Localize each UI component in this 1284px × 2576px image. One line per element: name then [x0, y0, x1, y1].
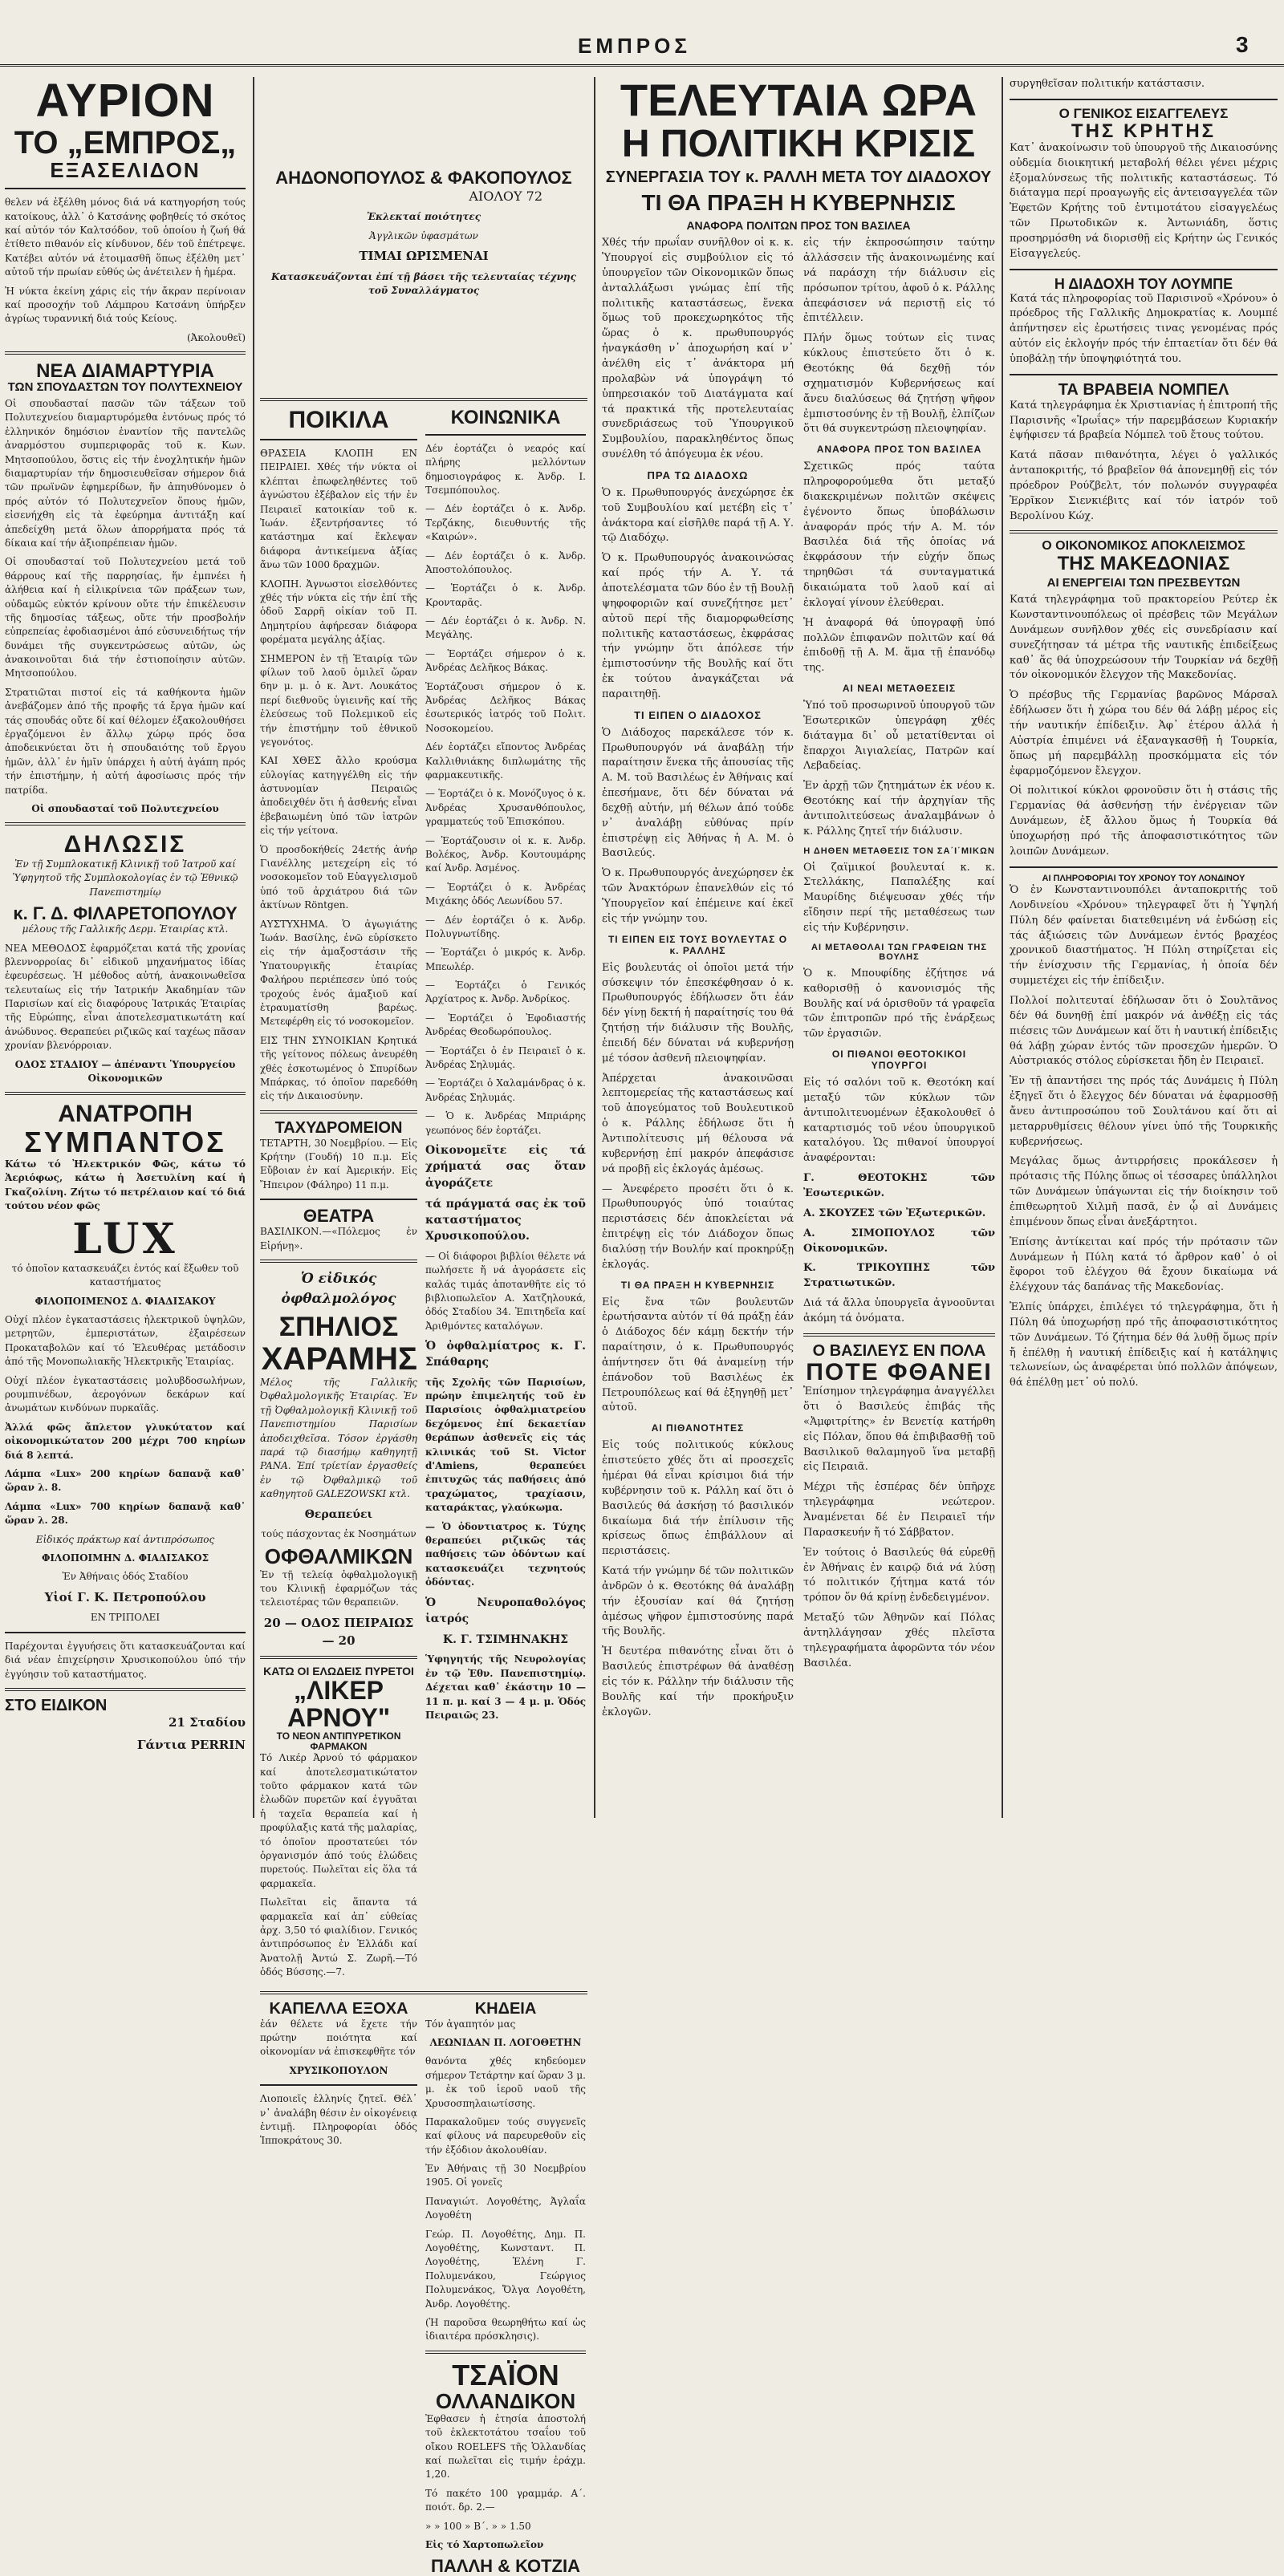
teleftaia-ora-heading: ΤΕΛΕΥΤΑΙΑ ΩΡΑ [620, 75, 977, 125]
exaselidon-heading: ΕΞΑΣΕΛΙΔΟΝ [50, 157, 201, 182]
col3-p-l: Εἰς τούς πολιτικούς κύκλους ἐπιστεύετο χθές ὅτι αἱ προσεχεῖς ἡμέραι θά εἶναι κρίσιμοι διά τήν κυβέρνησιν τοῦ κ. Ράλλη καί ὅτι ὁ Βασιλεύς θά ἀσκήσῃ τό βασιλικόν δικαίωμα διά τήν ἐπίλυσιν τῆς κρίσεως ὅπως ἐπιβάλλουν αἱ περιστάσεις. [602, 1439, 794, 1558]
tis-kritis-heading: ΤΗΣ ΚΡΗΤΗΣ [1071, 120, 1217, 142]
filaretopoulou-member: μέλους τῆς Γαλλικῆς Δερμ. Ἑταιρίας κτλ. [22, 923, 229, 935]
col4-p8: Ὁ ἐν Κωνσταντινουπόλει ἀνταποκριτής τοῦ Λονδινείου «Χρόνου» τηλεγραφεῖ ὅτι ἡ Ὑψηλή Πύλη δέν φαίνεται διατεθειμένη νά ἐνδώσῃ εἰς τάς ἀξιώσεις τῶν Δυνάμεων ἐντός βραχέος χρονικοῦ διαστήματος. Ἡ Πύλη στηρίζεται εἰς τήν ἐνίσχυσιν τῆς Γερμανίας, ἡ ὁποία δέν συμμετέχει εἰς τήν ἐπίδειξιν. [1010, 884, 1278, 988]
oikonomikos-heading: Ο ΟΙΚΟΝΟΜΙΚΟΣ ΑΠΟΚΛΕΙΣΜΟΣ [1042, 539, 1245, 554]
anatropi-heading: ΑΝΑΤΡΟΠΗ [58, 1101, 193, 1128]
col4-p10: Ἐν τῇ ἀπαντήσει της πρός τάς Δυνάμεις ἡ Πύλη ἐξηγεῖ ὅτι ὁ ἔλεγχος δέν δύναται νά ἐφαρμοσθῇ ἄνευ ἀντιπροσώπου τοῦ Σουλτάνου καί ὅτι αἱ μεταρρυθμίσεις θέλουν γίνει ὑπό τῆς Τουρκικῆς κυβερνήσεως. [1010, 1075, 1278, 1148]
palli-kotzia: ΠΑΛΛΗ & ΚΟΤΖΙΑ [431, 2556, 580, 2576]
oikonomeite-2: τά πράγματά σας ἐκ τοῦ καταστήματος Χρυσικοπούλου. [425, 1197, 586, 1243]
neuro-heading: Ὁ Νευροπαθολόγος ἰατρός [425, 1596, 586, 1625]
dentist-text: — Ὁ ὀδοντιατρος κ. Τύχης θεραπεύει ριζικῶς τάς παθήσεις τῶν ὀδόντων καί κατασκευάζει τεχνητούς ὀδόντας. [425, 1520, 586, 1588]
classified-text: Λιοποιεῖς ἑλληνίς ζητεῖ. Θέλ᾽ ν᾽ ἀναλάβη θέσιν ἐν οἰκογένειᾳ ἐντιμῇ. Πληροφορίαι ὁδός Ἱπποκράτους 30. [260, 2093, 417, 2147]
synergasia-subheading: ΣΥΝΕΡΓΑΣΙΑ ΤΟΥ κ. ΡΑΛΛΗ ΜΕΤΑ ΤΟΥ ΔΙΑΔΟΧΟΥ [605, 168, 992, 187]
tsiminakis-name: Κ. Γ. ΤΣΙΜΗΝΑΚΗΣ [442, 1633, 569, 1647]
nea-diamartyria-heading: ΝΕΑ ΔΙΑΜΑΡΤΥΡΙΑ [36, 360, 214, 383]
vasilefs-en-pola-heading: Ο ΒΑΣΙΛΕΥΣ ΕΝ ΠΟΛΑ [812, 1341, 986, 1360]
minister-2: Α. ΣΚΟΥΖΕΣ τῶν Ἐξωτερικῶν. [803, 1207, 986, 1219]
spilios-name: ΣΠΗΛΙΟΣ [278, 1312, 399, 1343]
column-rule-1 [253, 77, 254, 1818]
lux-intro: Κάτω τό Ἠλεκτρικόν Φῶς, κάτω τό Ἀεριόφως, κάτω ἡ Ἀσετυλίνη καί ἡ Γκαζολίνη. Ζήτω τό πετρέλαιον καί τό διά τούτου νέον φῶς [5, 1158, 246, 1211]
column-2 [260, 77, 587, 2576]
col4-p1: Κατ᾽ ἀνακοίνωσιν τοῦ ὑπουργοῦ τῆς Δικαιοσύνης οὐδεμία διοικητική μεταβολή θέλει γένει μέχρις ἐξομαλύνσεως τῆς πολιτικῆς καταστάσεως. Τό διάταγμα περί προαγωγῆς εἰς ἀντεισαγγελέα τῶν Ἐφετῶν Κρήτης τοῦ ἐντιμοτάτου εἰσαγγελέως τῶν Πρωτοδικῶν κ. Ἀντωνιάδη, ὅστις προσηρμόσθη νά διορισθῇ εἰς Κρήτην ὡς Γενικός Εἰσαγγελεύς. [1010, 141, 1278, 260]
kideia-6: Παναγιώτ. Λογοθέτης, Ἀγλαΐα Λογοθέτη [425, 2195, 586, 2221]
lux-tripoli: ΕΝ ΤΡΙΠΟΛΕΙ [90, 1612, 160, 1624]
tsaion-price-b: » » 100 » Β΄. » » 1.50 [425, 2520, 531, 2532]
column-3 [602, 77, 995, 1818]
liker-heading-3: ΤΟ ΝΕΟΝ ΑΝΤΙΠΥΡΕΤΙΚΟΝ ΦΑΡΜΑΚΟΝ [276, 1730, 401, 1752]
tailor-ad-line4: Κατασκευάζονται ἐπί τῇ βάσει τῆς τελευταίας τέχνης τοῦ Συναλλάγματος [271, 270, 576, 297]
dilosis-intro: Ἐν τῇ Συμπλοκατικῇ Κλινικῇ τοῦ Ἰατροῦ καί Ὑφηγητοῦ τῆς Συμπλοκολογίας ἐν τῷ Ἐθνικῷ Πανεπιστημίῳ [12, 858, 238, 898]
sympantos-heading: ΣΥΜΠΑΝΤΟΣ [24, 1125, 226, 1158]
tailor-ad-line1: Ἐκλεκταί ποιότητες [366, 211, 482, 223]
col3-p-d: Ὁ κ. Πρωθυπουργός ἀνεχώρησε ἐκ τοῦ Συμβουλίου καί μετέβη εἰς τ᾽ ἀνάκτορα καί εἰσῆλθε παρά τῇ Α. Υ. τῷ Διαδόχῳ. [602, 486, 794, 545]
minister-others: Διά τά ἄλλα ὑπουργεῖα ἀγνοοῦνται ἀκόμη τά ὀνόματα. [803, 1297, 995, 1325]
filaretopoulou-address: ΟΔΟΣ ΣΤΑΔΙΟΥ — ἀπέναντι Ὑπουργείου Οἰκονομικῶν [14, 1058, 236, 1085]
poikila-section [260, 408, 417, 1985]
tsiminakis-text: Ὑφηγητής τῆς Νευρολογίας ἐν τῷ Ἐθν. Πανεπιστημίῳ. Δέχεται καθ᾽ ἑκάστην 10 — 11 π. μ. καί 3 — 4 μ. μ. Ὁδός Πειραιῶς 23. [425, 1653, 586, 1721]
kideia-8: (Ἡ παροῦσα θεωρηθήτω καί ὡς ἰδιαιτέρα πρόσκλησις). [425, 2316, 586, 2343]
poikila-5: Ὁ προσδοκήθείς 24ετής ἀνήρ Γιανέλλης μετεχείρη εἰς τό νοσοκομεῖον τοῦ Εὐαγγελισμοῦ ὑπό τοῦ ἀρχιάτρου διά τῶν ἀκτίνων Röntgen. [260, 843, 417, 911]
column-3-left [602, 236, 794, 1725]
liker-arnou: „ΛΙΚΕΡ ΑΡΝΟΥ" [286, 1675, 391, 1732]
serial-paragraph-1: θελεν νά ἐξέλθη μόνος διά νά κατηγορήση τούς κατοίκους, ἀλλ᾽ ὁ Κατσάνης φοβηθείς τό σκότος καί αὐτόν τόν Καλτσόδον, τοῦ ὁποίου ἡ ζωή θά ἐτίθετο πιθανόν εἰς κίνδυνον, δέν τοῦ ἐπέτρεψε. Κατέβει αὐτόν νά ἑτοιμασθῆ ὅπως ἐξέλθη μετ᾽ αὐτοῦ τήν πρωίαν εὐθύς ὡς ἀνέτειλεν ἡ ἡμέρα. [5, 197, 246, 278]
grafeia-vouli-heading: ΑΙ ΜΕΤΑΘΟΛΑΙ ΤΩΝ ΓΡΑΦΕΙΩΝ ΤΗΣ ΒΟΥΛΗΣ [811, 942, 987, 962]
koinonika-11: — Ἑορτάζει ὁ κ. Ἀνδρέας Μιχάκης ὁδός Λεωνίδου 57. [425, 881, 586, 907]
lux-logo: LUX [72, 1215, 178, 1264]
koinonika-14: — Ἑορτάζει ὁ Γενικός Ἀρχίατρος κ. Ἀνδρ. Ἀνδρίκος. [425, 980, 586, 1005]
col4-p3: Κατά τηλεγράφημα ἐκ Χριστιανίας ἡ ἐπιτροπή τῆς Παρισινῆς «Ἰρωΐας» τήν παρεμβάσεων Κυριακήν ἐψήφισεν τά βραβεία Νόμπελ τοῦ ἔτους τούτου. [1010, 399, 1278, 442]
column-rule-3 [1002, 77, 1003, 1818]
therapeyei-label: Θεραπεύει [304, 1507, 373, 1521]
col3-p-q: Ὑπό τοῦ προσωρινοῦ ὑπουργοῦ τῶν Ἐσωτερικῶν ὑπεγράφη χθές διάταγμα δι᾽ οὗ μετατίθενται οἱ ἔπαρχοι Ἀιγιαλείας, Πατρῶν καί Λεβαδείας. [803, 700, 995, 773]
zaimikon-heading: Η ΔΗΘΕΝ ΜΕΤΑΘΕΣΙΣ ΤΟΝ ΣΑ΄Ι΄ΜΙΚΩΝ [803, 846, 995, 856]
col4-p13: Ἐλπίς ὑπάρχει, ἐπιλέγει τό τηλεγράφημα, ὅτι ἡ Πύλη θά ὑποχωρήσῃ πρό τῆς ἀποφασιστικότητος τῶν Δυνάμεων. Τό ζήτημα δέν θά λυθῇ ὅμως πρίν ἤ ἐπέλθῃ ἡ ναυτική ἐπίδειξις καί ἡ κατάληψις τελωνείων, ὡς ἀναφέρεται ὑπό πολλῶν ἀπόψεων, θά ἐπέλθῃ μετ᾽ οὐ πολύ. [1010, 1301, 1278, 1389]
diadochi-loumpe-heading: Η ΔΙΑΔΟΧΗ ΤΟΥ ΛΟΥΜΠΕ [1054, 275, 1233, 292]
ti-tha-praxi-heading: ΤΙ ΘΑ ΠΡΑΞΗ Η ΚΥΒΕΡΝΗΣΙΣ [641, 190, 956, 216]
col3-p-i: Ἀπέρχεται ἀνακοινῶσαι λεπτομερείας τῆς καταστάσεως καί τοῦ ἀπογεύματος τοῦ Βουλευτικοῦ ὁ κ. Ράλλης ἐδήλωσε ὅτι ἡ Ἀντιπολίτευσις μή θέλουσα νά κυβερνήσῃ ἐπί μακρόν ἀπεφάσισε νά προβῇ εἰς ἐκλογάς ἀμέσως. [602, 1072, 794, 1175]
kideia-1: Τόν ἀγαπητόν μας [425, 2018, 516, 2030]
kideia-section [425, 2001, 586, 2576]
serial-paragraph-2: Ἡ νύκτα ἐκείνη χάρις εἰς τήν ἄκραν περίνοιαν καί προσοχήν τοῦ Λάμπρου Κατσάνη ὑπήρξεν ἀγρίως τυραννική διά τούς Κείους. [5, 285, 246, 325]
koinonika-10: — Ἑορτάζουσιν οἱ κ. κ. Ἀνδρ. Βολέκος, Ἀνδρ. Κουτουμάρης καί Ἀνδρ. Ἀσμένος. [425, 834, 586, 874]
dilosis-heading: ΔΗΛΩΣΙΣ [63, 831, 187, 858]
koinonika-18: — Ὁ κ. Ἀνδρέας Μπριάρης γεωπόνος δέν ἑορτάζει. [425, 1110, 586, 1136]
col3-p-n: Ἡ δευτέρα πιθανότης εἶναι ὅτι ὁ Βασιλεύς ἐπιστρέφων θά ἀναθέσῃ εἰς τόν κ. Ράλλην τήν διάλυσιν τῆς Βουλῆς καί τήν προκήρυξιν ἐκλογῶν. [602, 1645, 794, 1718]
koinonika-16: — Ἑορτάζει ὁ ἐν Πειραιεῖ ὁ κ. Ἀνδρέας Σηλυμάς. [425, 1045, 586, 1071]
diamartyria-p2: Οἱ σπουδασταί τοῦ Πολυτεχνείου μετά τοῦ θάρρους καί τῆς παρρησίας, ἥν ἐμπνέει ἡ ἀλήθεια καί ἡ εἰλικρίνεια τῶν πράξεων των, οὐδαμῶς εὐκτόν κρίνουν οὔτε τήν ἐπικέλευσιν τῆς δημοσίας τάξεως, οὔτε τήν προσβολήν εὐπρεπείας ἐφοδιασμένοι ἀπό εὐσυνειδήτως τήν δυνάμει τῆς συγκεντρώσεως αὐτῶν, ὡς ἀνακοινοῦται διά τήν ἐστιοποίησιν αὐτῶν. Μητσοπούλου. [5, 556, 246, 679]
tachydromeion-text: ΤΕΤΑΡΤΗ, 30 Νοεμβρίου. — Εἰς Κρήτην (Γουδή) 10 π.μ. Εἰς Εὔβοιαν ἐν καί Ἀμερικήν. Εἰς Ἤπειρον (Φάληρο) 11 π.μ. [260, 1137, 417, 1191]
col3-p-j: — Ἀνεφέρετο προσέτι ὅτι ὁ κ. Πρωθυπουργός ὑπό τοιαύτας περιστάσεις δέν ἀποκλείεται νά ἐπιτρέψῃ εἰς τόν Διάδοχον ὅπως διαλύσῃ τήν Βουλήν καί προκηρύξῃ ἐκλογάς. [602, 1183, 794, 1271]
spatharis-text: τῆς Σχολῆς τῶν Παρισίων, πρώην ἐπιμελητής τοῦ ἐν Παρισίοις ὀφθαλμιατρείου δεχόμενος ἐπί δεκαετίαν θεράπων ἀσθενεῖς εἰς τάς κλινικάς τοῦ St. Victor d'Amiens, θεραπεύει ἐπιτυχῶς τάς παθήσεις ἀπό τραχώματος, τραχίασιν, καταράκτας, γλαύκωμα. [425, 1376, 586, 1514]
lux-maker: ΦΙΛΟΠΟΙΜΕΝΟΣ Δ. ΦΙΑΔΙΣΑΚΟΥ [35, 1295, 216, 1307]
lux-petropoulou: Υἱοί Γ. Κ. Πετροπούλου [44, 1589, 206, 1604]
ti-tha-praxi-kyvernisis-heading: ΤΙ ΘΑ ΠΡΑΞΗ Η ΚΥΒΕΡΝΗΣΙΣ [620, 1279, 775, 1291]
kideia-name: ΛΕΩΝΙΔΑΝ Π. ΛΟΓΟΘΕΤΗΝ [429, 2036, 582, 2048]
minister-3: Α. ΣΙΜΟΠΟΥΛΟΣ τῶν Οἰκονομικῶν. [803, 1227, 995, 1255]
tailor-ad-title: ΑΗΔΟΝΟΠΟΥΛΟΣ & ΦΑΚΟΠΟΥΛΟΣ [275, 168, 572, 188]
spatharis-heading: Ὁ ὀφθαλμίατρος κ. Γ. Σπάθαρης [425, 1340, 586, 1369]
kideia-4: Παρακαλοῦμεν τούς συγγενεῖς καί φίλους νά παρευρεθοῦν εἰς τήν ἐξόδιον ἀκολουθίαν. [425, 2116, 586, 2156]
polytechneio-subheading: ΤΩΝ ΣΠΟΥΔΑΣΤΩΝ ΤΟΥ ΠΟΛΥΤΕΧΝΕΙΟΥ [7, 380, 243, 395]
liker-text-2: Πωλεῖται εἰς ἅπαντα τά φαρμακεῖα καί ἀπ᾽ εὐθείας ἀρχ. 3,50 τό φιαλίδιον. Γενικός ἀντιπρόσωπος ἐν Ἑλλάδι καί Ἀνατολῇ Ἀντώ Σ. Ζωρῆ.—Τό ὁδός Βύσσης.—7. [260, 1897, 417, 1978]
lux-price-700: Λάμπα «Lux» 700 κηρίων δαπανᾷ καθ᾽ ὥραν λ. 28. [5, 1500, 246, 1527]
col3-p-t: Ὁ κ. Μπουφίδης ἐζήτησε νά καθορισθῇ ὁ κανονισμός τῆς Βουλῆς καί νά ὁρισθοῦν τά γραφεῖα τῶν ἐπιτροπῶν πρό τῆς ἐνάρξεως τῶν ἐργασιῶν. [803, 967, 995, 1041]
nea-methodos-text: ΝΕΑ ΜΕΘΟΔΟΣ ἐφαρμόζεται κατά τῆς χρονίας βλεννορροίας δι᾽ εἰδικοῦ μηχανήματος ἰδίας ἐφευρέσεως. Ἡ μέθοδος αὐτή, ἀνακοινωθεῖσα τελευταίως εἰς τήν Ἰατρικήν Ἀκαδημίαν τῶν Παρισίων καί εἰς διαφόρους Ἰατρικάς Ἑταιρίας τῆς Εὐρώπης, εἶναι ἀποτελεσματικωτάτη καί ἀνώδυνος. Θεραπεύει ριζικῶς καί ταχέως πᾶσαν χρονίαν βλενόρροιαν. [5, 942, 246, 1052]
column-rule-2 [594, 77, 595, 1818]
col3-p-p: Ἡ ἀναφορά θά ὑπογραφῇ ὑπό πολλῶν ἐπιφανῶν πολιτῶν καί θά ἐπιδοθῇ τῇ Α. Μ. ἅμα τῇ ἐπανόδῳ της. [803, 616, 995, 675]
anafora-vasilea-heading: ΑΝΑΦΟΡΑ ΠΡΟΣ ΤΟΝ ΒΑΣΙΛΕΑ [816, 444, 982, 456]
tsaion-text: Ἐφθασεν ἡ ἐτησία ἀποστολή τοῦ ἐκλεκτοτάτου τσαΐου τοῦ οἴκου ROELEFS τῆς Ὁλλανδίας καί πωλεῖται εἰς τιμήν ἐράχμ. 1,20. [425, 2412, 586, 2481]
lux-p2: Οὐχί πλέον ἐγκαταστάσεις μολυβδοσωλήνων, ρουμπινέδων, ἀερογόνων δεκάρων καί ἀνωμάτων κινδύνων πυρκαϊᾶς. [5, 1374, 246, 1414]
newspaper-name: ΕΜΠΡΟΣ [578, 34, 691, 58]
poikila-2: ΚΛΟΠΗ. Ἀγνωστοι εἰσελθόντες χθές τήν νύκτα εἰς τήν ἐπί τῆς ὁδοῦ Σαρρῆ οἰκίαν τοῦ Π. Δημητρίου ἀφήρεσαν διάφορα φορέματα μεγάλης ἀξίας. [260, 578, 417, 646]
col4-p9: Πολλοί πολιτευταί ἐδήλωσαν ὅτι ὁ Σουλτᾶνος δέν θά δυνηθῇ ἐπί μακρόν νά ἀνθέξῃ εἰς τάς πιέσεις τῶν Δυνάμεων καί ὅτι ἡ ναυτική ἐπίδειξις θά λάβῃ χώραν ἐντός τῶν προσεχῶν ἡμερῶν. Ὁ Αὐστριακός στόλος εὑρίσκεται ἤδη ἐν Πειραιεῖ. [1010, 995, 1278, 1068]
koinonika-8: Δέν ἑορτάζει εἴποντος Ἀνδρέας Καλλιθνιάκης διπλωμάτης τῆς φαρμακευτικῆς. [425, 741, 586, 781]
eisaggelefs-heading: Ο ΓΕΝΙΚΟΣ ΕΙΣΑΓΓΕΛΕΥΣ [1058, 105, 1229, 121]
col3-p-s: Οἱ ζαϊμικοί βουλευταί κ. κ. Στελλάκης, Παπαλέξης καί Μαυρίδης διέψευσαν χθές τήν εἴδησιν περί τῆς μεταθέσεως των εἰς τήν Κυβέρνησιν. [803, 861, 995, 935]
liker-heading-1: ΚΑΤΩ ΟΙ ΕΛΩΔΕΙΣ ΠΥΡΕΤΟΙ [263, 1665, 414, 1678]
ti-eipen-diadochos-heading: ΤΙ ΕΙΠΕΝ Ο ΔΙΑΔΟΧΟΣ [634, 708, 762, 721]
col3-p-c: Πλήν ὅμως τούτων εἰς τινας κύκλους ἐπιστεύετο ὅτι ὁ κ. Θεοτόκης θά δεχθῇ τόν σχηματισμόν Κυβερνήσεως καί ἄνευ διαλύσεως θά ζητήσῃ ψῆφον ἐμπιστοσύνης ἐν τῇ Βουλῇ, ἐλπίζων ὅτι θά συγκεντρώσῃ πλειοψηφίαν. [803, 332, 995, 436]
charamis-credentials: Μέλος τῆς Γαλλικῆς Ὀφθαλμολογικῆς Ἑταιρίας. Ἐν τῇ Ὀφθαλμολογικῇ Κλινικῇ τοῦ Πανεπιστημίου Παρισίων ἀποδειχθεῖσα. Τόσον ἐργάσθη παρά τῷ διασήμῳ καθηγητῇ PANA. Ἐπί τρίετίαν ἐργασθείς ἐν τῷ Ὀφθαλμικῷ τοῦ καθηγητοῦ GALEZOWSKI κτλ. [260, 1377, 417, 1500]
koinonika-15: — Ἑορτάζει ὁ Ἐφοδιαστής Ἀνδρέας Θεοδωρόπουλος. [425, 1012, 586, 1038]
col4-p7: Οἱ πολιτικοί κύκλοι φρονοῦσιν ὅτι ἡ στάσις τῆς Γερμανίας θά ἀσθενήσῃ τήν ἐνέργειαν τῶν Δυνάμεων, ἐξ ἄλλου ὅμως ἡ Τουρκία θά ὑποχωρήσῃ πρό τῆς ἀποφασιστικότητος τῶν λοιπῶν Δυνάμεων. [1010, 785, 1278, 858]
lux-agent-name: ΦΙΛΟΠΟΙΜΗΝ Δ. ΦΙΑΔΙΣΑΚΟΣ [41, 1552, 209, 1564]
tailor-ad [260, 164, 587, 308]
minister-4: Κ. ΤΡΙΚΟΥΠΗΣ τῶν Στρατιωτικῶν. [803, 1262, 995, 1290]
tailor-ad-line2: Ἀγγλικῶν ὑφασμάτων [369, 229, 478, 241]
ofthalmikon-heading: ΟΦΘΑΛΜΙΚΩΝ [264, 1544, 413, 1569]
makedonias-heading: ΤΗΣ ΜΑΚΕΔΟΝΙΑΣ [1057, 553, 1230, 575]
odos-peiraios: 20 — ΟΔΟΣ ΠΕΙΡΑΙΩΣ — 20 [263, 1615, 414, 1648]
theatra-heading: ΘΕΑΤΡΑ [303, 1206, 375, 1227]
tachydromeion-heading: ΤΑΧΥΔΡΟΜΕΙΟΝ [274, 1118, 403, 1137]
koinonika-heading: ΚΟΙΝΩΝΙΚΑ [450, 406, 561, 428]
kideia-3: θανόντα χθές κηδεύομεν σήμερον Τετάρτην καί ὥραν 3 μ. μ. ἐκ τοῦ ἱεροῦ ναοῦ τῆς Χρυσοσπηλαιωτίσσης. [425, 2055, 586, 2109]
therapeyei-sub: τούς πάσχοντας ἐκ Νοσημάτων [261, 1527, 416, 1540]
pro-to-diadocho-heading: ΠΡΑ ΤΩ ΔΙΑΔΟΧΩ [647, 469, 749, 481]
bookseller-text: — Οἱ διάφοροι βιβλίοι θέλετε νά πωλήσετε ἤ νά ἀγοράσετε εἰς καλάς τιμάς ἀποτανθῆτε εἰς τό βιβλιοπωλεῖον Α. Χατζηλουκά, ὁδός Σταδίου 34. Ἐπιτηδεῖα καί Ἀριθμόντες καταλόγων. [425, 1250, 586, 1332]
kideia-7: Γεώρ. Π. Λογοθέτης, Δημ. Π. Λογοθέτης, Κωνσταντ. Π. Λογοθέτης, Ἑλένη Γ. Πολυμενάκου, Γεώργιος Πολυμενάκος, Ὄλγα Λογοθέτη, Ἀνδρ. Λογοθέτης. [425, 2228, 586, 2310]
vraveia-nobel-heading: ΤΑ ΒΡΑΒΕΙΑ ΝΟΜΠΕΛ [1058, 380, 1229, 399]
pote-fthanei-heading: ΠΟΤΕ ΦΘΑΝΕΙ [806, 1358, 993, 1385]
minister-1: Γ. ΘΕΟΤΟΚΗΣ τῶν Ἐσωτερικῶν. [803, 1172, 995, 1199]
column-1 [5, 77, 246, 1818]
ollandikon-heading: ΟΛΛΑΝΔΙΚΟΝ [435, 2388, 576, 2413]
poikila-4: ΚΑΙ ΧΘΕΣ ἄλλο κρούσμα εὐλογίας κατηγγέλθη εἰς τήν ἀστυνομίαν Πειραιῶς ἀποδειχθέν ὅτι ἡ ἀσθενής εἶναι ἐβεβαιωμένη ὑπό τῶν ἰατρῶν εἰς τήν γείτονα. [260, 755, 417, 837]
column-4 [1010, 77, 1278, 1818]
anafora-politon-subheading: ΑΝΑΦΟΡΑ ΠΟΛΙΤΩΝ ΠΡΟΣ ΤΟΝ ΒΑΣΙΛΕΑ [686, 218, 911, 232]
koinonika-3: — Δέν ἑορτάζει ὁ κ. Ἀνδρ. Ἀποστολόπουλος. [425, 550, 586, 575]
page-number: 3 [1236, 32, 1249, 57]
kideia-heading: ΚΗΔΕΙΑ [474, 1999, 537, 2018]
tailor-ad-address: ΑΙΟΛΟΥ 72 [469, 189, 542, 205]
lux-agent-label: Εἰδικός πράκτωρ καί ἀντιπρόσωπος [35, 1533, 215, 1545]
pithanotites-heading: ΑΙ ΠΙΘΑΝΟΤΗΤΕΣ [651, 1422, 745, 1434]
koinonika-9: — Ἑορτάζει ὁ κ. Μονόζυγος ὁ κ. Ἀνδρέας Χρυσανθόπουλος, γραμματεύς τοῦ Ἐπισκόπου. [425, 788, 586, 828]
kapella-ad [260, 2001, 417, 2576]
politiki-krisis-heading: Η ΠΟΛΙΤΙΚΗ ΚΡΙΣΙΣ [621, 122, 976, 165]
col3-p-o: Σχετικῶς πρός ταύτα πληροφορούμεθα ὅτι μεταξύ διακεκριμένων πολιτῶν σκέψεις ἐγένοντο ὅπως ὑποβάλωσιν ἀναφοράν πρός τήν Α. Μ. τόν Βασιλέα διά τῆς ὁποίας νά ἐκφράσουν τήν εὐχήν ὅπως τηρηθῶσι τά συνταγματικά δικαιώματα τοῦ λαοῦ καί αἱ ἐκλογαί γίνουν ἐλεύθεραι. [803, 460, 995, 609]
koinonika-4: — Ἑορτάζει ὁ κ. Ἀνδρ. Κρονταρᾶς. [425, 582, 586, 608]
kideia-5: Ἐν Ἀθήναις τῇ 30 Νοεμβρίου 1905. Οἱ γονεῖς [425, 2163, 586, 2189]
col3-p-a: Χθές τήν πρωΐαν συνῆλθον οἱ κ. κ. Ὑπουργοί εἰς συμβούλιον εἰς τό ὑπουργεῖον τῶν Οἰκονομικῶν ὅπως ἀνταλλάξωσι γνώμας ἐπί τῆς πολιτικῆς καταστάσεως, ἕνεκα ὅμως τοῦ προκεχωρηκότος τῆς ὥρας ὁ κ. πρωθυπουργός ἠναγκάσθη ν᾽ ἀποχωρήση καί ν᾽ ἀνέλθη εἰς τ᾽ ἀνάκτορα μή προλαβὼν νά ὑπογράψη τό ὑπηρεσιακόν τοῦ Διατάγματα καί τά πρακτικά τῆς προτελευταίας συνεδριάσεως τοῦ Ὑπουργικοῦ Συμβουλίου, παρακληθέντος ὅπως συνέλθη τό ἀπόγευμα ἐκ νέου. [602, 237, 794, 461]
lux-p3: Ἀλλά φῶς ἄπλετον γλυκύτατον καί οἰκονομικώτατον 200 μέχρι 700 κηρίων διά 8 λεπτά. [5, 1421, 246, 1461]
col3-p-w: Μέχρι τῆς ἑσπέρας δέν ὑπῆρχε τηλεγράφημα νεώτερον. Ἀναμένεται δέ ἐν Πειραιεῖ τήν Παρασκευήν ἤ τό Σάββατον. [803, 1481, 995, 1539]
ayrion-heading: ΑΥΡΙΟΝ [35, 75, 215, 127]
poikila-heading: ΠΟΙΚΙΛΑ [288, 406, 389, 433]
lux-agent-address: Ἐν Ἀθήναις ὁδός Σταδίου [62, 1571, 189, 1583]
poikila-6: ΑΥΣΤΥΧΗΜΑ. Ὁ ἀγωγιάτης Ἰωάν. Βασίλης, ἐνῶ εὑρίσκετο εἰς τήν ἀμαξοστάσιν τῆς Ὑπατουργικῆς ἑταιρίας Φαλήρου περιέπεσεν ὑπό τούς τροχούς ἑνός ἁμαξιοῦ καί ἐτραυματίσθη βαρέως. Μετεφέρθη εἰς τό νοσοκομεῖον. [260, 918, 417, 1028]
col3-p-v: Ἐπίσημον τηλεγράφημα ἀναγγέλλει ὅτι ὁ Βασιλεύς ἐπιβάς τῆς «Ἀμφιτρίτης» ἐν Βενετίᾳ κατήρθη εἰς Πόλαν, ὅπου θά ἐπιβιβασθῇ τοῦ Βασιλικοῦ θαλαμηγοῦ ἵνα μεταβῇ εἰς Πειραιᾶ. [803, 1385, 995, 1474]
col3-p-m: Κατά τήν γνώμην δέ τῶν πολιτικῶν ἀνδρῶν ὁ κ. Θεοτόκης θά ἀναλάβῃ τήν ἐξουσίαν καί θά ζητήσῃ ἀμέσως ψῆφον ἐμπιστοσύνης παρά τῆς Βουλῆς. [602, 1565, 794, 1638]
emprós-heading: ΤΟ „ΕΜΠΡΟΣ„ [14, 124, 237, 160]
theatra-text: ΒΑΣΙΛΙΚΟΝ.—«Πόλεμος ἐν Εἰρήνῃ». [260, 1226, 417, 1251]
liker-text-1: Τό Λικέρ Ἀρνού τό φάρμακον καί ἀποτελεσματικώτατον τοῦτο φάρμακον κατά τῶν ἐλωδῶν πυρετῶν καί ἐγγυᾶται ἡ ταχεῖα θεραπεία καί ἡ προφύλαξις κατά τῆς μαλαρίας, τό ὁποῖον προστατεύει τόν ὀργανισμόν ἀπό τούς ἐλώδεις πυρετούς. Πωλεῖται εἰς ὅλα τά φαρμακεῖα. [260, 1752, 417, 1889]
tsaion-price-a: Τό πακέτο 100 γραμμάρ. Α΄. ποιότ. δρ. 2.— [425, 2487, 586, 2513]
col4-p6: Ὁ πρέσβυς τῆς Γερμανίας βαρῶνος Μάρσαλ ἐδήλωσεν ὅτι ἡ χώρα του δέν θά λάβῃ μέρος εἰς τήν ναυτικήν ἐπίδειξιν. Ἀφ᾽ ἑτέρου ἀλλά ἡ Αὐστρία ἐπιμένει νά ἐξαναγκασθῇ ἡ Τουρκία, ὅπως μή παρεμβάλλῃ προσκόμματα εἰς τόν ἐφαρμοζόμενον ἔλεγχον. [1010, 689, 1278, 777]
neai-metatheseis-heading: ΑΙ ΝΕΑΙ ΜΕΤΑΘΕΣΕΙΣ [842, 683, 957, 695]
diamartyria-p3: Στρατιῶται πιστοί εἰς τά καθήκοντα ἡμῶν ἀνεβάζομεν ἀπό τῆς προφῆς τά ἔργα ἡμῶν καί τάς σπουδάς οὔτε δί καί θέλομεν ἐξακολουθήσει ἐργαζόμενοι ἐν ἄλλῳ χώρῳ πρός ὅσα ἀποδεικνύεται ὅτι ἡ σπουδαιότης τοῦ ἔργου ἡμῶν, ἀλλ᾽ ἐν ἡμῖν ὑπάρχει ἡ αὐτή ἀγάπη πρός τήν ἐπιστήμην, ἡ αὐτή ἀφοσίωσις πρός τήν πατρίδα. [5, 686, 246, 796]
filaretopoulou-name: κ. Γ. Δ. ΦΙΛΑΡΕΤΟΠΟΥΛΟΥ [13, 903, 238, 924]
kapella-text: ἐάν θέλετε νά ἔχετε τήν πρώτην ποιότητα καί οἰκονομίαν νά ἐπισκεφθῆτε τόν [260, 2018, 417, 2058]
col4-p12: Ἐπίσης ἀντίκειται καί πρός τήν πρότασιν τῶν Δυνάμεων ἡ Πύλη κατά τό ἄρθρον καθ᾽ ὁ οἱ ἔφοροι τοῦ ἐλέγχου θά ἔχουν δικαίωμα νά ἐλέγχουν τάς δαπάνας τῆς Μακεδονίας. [1010, 1235, 1278, 1294]
tsaion-shop-label: Εἰς τό Χαρτοπωλεῖον [425, 2538, 544, 2550]
diamartyria-signature: Οἱ σπουδασταί τοῦ Πολυτεχνείου [31, 802, 219, 814]
guarantee-text: Παρέχονται ἐγγυήσεις ὅτι κατασκευάζονται καί διά νέαν ἐπιχείρησιν Χρυσικοπούλου ὑπό τήν ἐγγύησιν τοῦ καταστήματος. [5, 1640, 246, 1680]
koinonika-13: — Ἑορτάζει ὁ μικρός κ. Ἀνδρ. Μπεωλέρ. [425, 947, 586, 972]
col3-p-e: Ὁ κ. Πρωθυπουργός ἀνακοινώσας καί πρός τήν Α. Υ. τά ἀποτελέσματα τῶν δύο ἐν τῇ Βουλῇ ψηφοφοριῶν καί συνεζήτησε μετ᾽ αὐτοῦ περί τῆς διαμορφωθείσης πολιτικῆς καταστάσεως, ἐκφράσας τήν γνώμην ὅτι ἀπόλεσε τήν ἐμπιστοσύνην τῆς Βουλῆς καί ὅτι ἐκ τούτου ἀναγκάζεται νά παραιτηθῇ. [602, 552, 794, 700]
kapella-heading: ΚΑΠΕΛΛΑ ΕΞΟΧΑ [269, 1999, 408, 2018]
koinonika-5: — Δέν ἑορτάζει ὁ κ. Ἀνδρ. Ν. Μεγάλης. [425, 615, 586, 641]
col3-p-f: Ὁ Διάδοχος παρεκάλεσε τόν κ. Πρωθυπουργόν νά ἀναβάλῃ τήν παραίτησιν ἕνεκα τῆς ἀπουσίας τῆς Α. Μ. τοῦ Βασιλέως ἐν Ἀθήναις καί ἐπεσήμανε, ὅτι δέν δύναται νά δεχθῇ αὐτήν, μή θέλων ἀπό τούδε ν᾽ ἀναλάβῃ εὐθύνας πρίν ἐπιστρέψῃ εἰς Ἀθήνας ἡ Α. Μ. ὁ Βασιλεύς. [602, 726, 794, 860]
masthead [0, 32, 1284, 67]
poikila-1: ΘΡΑΣΕΙΑ ΚΛΟΠΗ ΕΝ ΠΕΙΡΑΙΕΙ. Χθές τήν νύκτα οἱ κλέπται ἐπωφεληθέντες τοῦ ἀγνώστου ἐξέβαλον εἰς τήν ἐν Πειραιεῖ κατοικίαν τοῦ κ. Ἰωάν. ἐξεντρήσαντες τό κατάστημα καί ἔκλεψαν διάφορα ἀντικείμενα ἀξίας ἄνω τῶν 1000 δραχμῶν. [260, 448, 417, 571]
koinonika-2: — Δέν ἑορτάζει ὁ κ. Ἀνδρ. Τερζάκης, διευθυντής τῆς «Καιρών». [425, 503, 586, 543]
koinonika-1: Δέν ἑορτάζει ὁ νεαρός καί πλήρης μελλόντων δημοσιογράφος κ. Ἀνδρ. Ι. Τσεμπόπουλος. [425, 442, 586, 496]
col3-p-k: Εἰς ἕνα τῶν βουλευτῶν ἐρωτήσαντα αὐτόν τί θά πράξῃ ἐάν ὁ Διάδοχος δέν κάμῃ δεκτήν τήν παραίτησιν, ὁ κ. Πρωθυπουργός ἀπήντησεν ὅτι θά ἀναμείνῃ τήν ἐπάνοδον τοῦ Βασιλέως ἐκ Πετρουπόλεως καί θά ἐξηγηθῇ μετ᾽ αὐτοῦ. [602, 1296, 794, 1414]
koinonika-6: — Ἑορτάζει σήμερον ὁ κ. Ἀνδρέας Δελῆκος Βάκας. [425, 647, 586, 674]
tsaion-heading: ΤΣΑΪΟΝ [452, 2358, 559, 2391]
tailor-ad-line3: ΤΙΜΑΙ ΩΡΙΣΜΕΝΑΙ [359, 249, 489, 264]
lux-price-200: Λάμπα «Lux» 200 κηρίων δαπανᾷ καθ᾽ ὥραν λ. 8. [5, 1467, 246, 1494]
sto-eidikon-heading: ΣΤΟ ΕΙΔΙΚΟΝ [5, 1697, 108, 1714]
theotokikoi-heading: ΟΙ ΠΙΘΑΝΟΙ ΘΕΟΤΟΚΙΚΟΙ ΥΠΟΥΡΓΟΙ [831, 1049, 967, 1072]
col4-p5: Κατά τηλεγράφημα τοῦ πρακτορείου Ρεύτερ ἐκ Κωνσταντινουπόλεως οἱ πρέσβεις τῶν Μεγάλων Δυνάμεων συνῆλθον χθές εἰς συνεδρίασιν καί συνεζήτησαν τά μέτρα τῆς ναυτικῆς ἐπιδείξεως καθ᾽ ἅς θά ὑποχρεώσουν τήν Τουρκίαν νά δεχθῇ τόν οἰκονομικόν ἔλεγχον τῆς Μακεδονίας. [1010, 594, 1278, 682]
col4-continuation: συργηθεῖσαν πολιτικήν κατάστασιν. [1010, 78, 1205, 90]
kapella-shop: ΧΡΥΣΙΚΟΠΟΥΛΟΝ [289, 2064, 388, 2076]
oikonomeite-1: Οἰκονομεῖτε εἰς τά χρήματά σας ὅταν ἀγοράζετε [425, 1143, 586, 1190]
ti-eipen-rallis-heading: ΤΙ ΕΙΠΕΝ ΕΙΣ ΤΟΥΣ ΒΟΥΛΕΥΤΑΣ Ο κ. ΡΑΛΛΗΣ [607, 933, 788, 956]
lux-subtitle: τό ὁποῖον κατασκευάζει ἐντός καί ἔξωθεν τοῦ καταστήματος [11, 1262, 239, 1288]
poikila-3: ΣΗΜΕΡΟΝ ἐν τῇ Ἑταιρίᾳ τῶν φίλων τοῦ λαοῦ ὁμιλεῖ ὥραν 6ην μ. μ. ὁ κ. Ἀντ. Λουκάτος περί διεθνοῦς ὑγιεινῆς καί τῆς ἐλεύσεως τοῦ Πολεμικοῦ εἰς τήν ἐπιστήμην τοῦ ἐθνικοῦ γεγονότος. [260, 652, 417, 748]
charamis-name: ΧΑΡΑΜΗΣ [261, 1341, 417, 1377]
col3-p-h: Εἰς βουλευτάς οἱ ὁποῖοι μετά τήν σύσκεψιν τόν ἐπεσκέφθησαν ὁ κ. Πρωθυπουργός ἐδήλωσεν ὅτι ἐάν δέν γίνῃ δεκτή ἡ παραίτησίς του θά ζητήσῃ τήν διάλυσιν τῆς Βουλῆς, ἐπειδή δέν δύναται νά κυβερνήσῃ μέ τόσον ἀσθενῆ πλειοψηφίαν. [602, 961, 794, 1065]
koinonika-17: — Ἑορτάζει ὁ Χαλαμάνδρας ὁ κ. Ἀνδρέας Σηλυμάς. [425, 1077, 586, 1103]
ofthalmikon-text: Ἐν τῇ τελείᾳ ὀφθαλμολογικῇ του Κλινικῇ ἐφαρμόζων τάς τελειοτέρας τῶν θεραπειῶν. [260, 1568, 417, 1608]
col3-p-g: Ὁ κ. Πρωθυπουργός ἀνεχώρησεν ἐκ τῶν Ἀνακτόρων ἐπανελθών εἰς τό Ὑπουργεῖον καί ἐπέμεινε καί ἐκεῖ εἰς τήν γνώμην του. [602, 867, 794, 925]
koinonika-section [425, 408, 586, 1985]
koinonika-12: — Δέν ἑορτάζει ὁ κ. Ἀνδρ. Πολυγνωτίδης. [425, 914, 586, 939]
gantia-perrin: Γάντια PERRIN [136, 1737, 246, 1752]
koinonika-7: Ἑορτάζουσι σήμερον ὁ κ. Ἀνδρέας Δελῆκος Βάκας ἐσωτερικός ἰατρός τοῦ Πολιτ. Νοσοκομείου. [425, 680, 586, 734]
poikila-7: ΕΙΣ ΤΗΝ ΣΥΝΟΙΚΙΑΝ Κρητικά τῆς γείτονος πόλεως ἀνευρέθη χθές ἐσκοτωμένος ὁ Σπυρίδων Μπάρκας, τό ὁποῖον παρεδόθη εἰς τήν Δικαιοσύνην. [260, 1034, 417, 1102]
lux-p1: Οὐχί πλέον ἐγκαταστάσεις ἠλεκτρικοῦ ὑψηλῶν, μετρητῶν, ἐμπεριστάτων, ἐξαιρέσεων Προκαταβολῶν καί τό Ἐλευθέρας μετάδοσιν ἀπό τῆς Μονοπωλιακῆς Ἠλεκτρικῆς Ἑταιρίας. [5, 1314, 246, 1368]
col3-p-y: Μεταξύ τῶν Ἀθηνῶν καί Πόλας ἀντηλλάγησαν χθές πλεῖστα τηλεγραφήματα ἀφορῶντα τόν νέον Βασιλέα. [803, 1612, 995, 1669]
col3-p-b: εἰς τήν ἐκπροσώπησιν ταύτην ἀλλάσσειν τῆς ἀνακοινωμένης καί νά παράσχη τήν διάλυσιν εἰς πρόσωπον τρίτου, ἀφοῦ ὁ κ. Ράλλης ἀπεφάσισεν νά περιστῇ εἰς τό ἐπιτέλλειν. [803, 237, 995, 325]
ophthalmologist-label: Ὁ εἰδικός ὀφθαλμολόγος [281, 1271, 396, 1307]
presvefton-heading: ΑΙ ΕΝΕΡΓΕΙΑΙ ΤΩΝ ΠΡΕΣΒΕΥΤΩΝ [1046, 576, 1241, 590]
stadiou-21: 21 Σταδίου [168, 1715, 246, 1730]
chronou-londinou-heading: ΑΙ ΠΛΗΡΟΦΟΡΙΑΙ ΤΟΥ ΧΡΟΝΟΥ ΤΟΥ ΛΟΝΔΙΝΟΥ [1042, 873, 1245, 883]
col3-p-x: Ἐν τούτοις ὁ Βασιλεύς θά εὑρεθῇ ἐν Ἀθήναις ἐν καιρῷ διά νά λύσῃ τό πολιτικόν ζήτημα κατά τόν τρόπον ὅν θά κρίνῃ ἐνδεδειγμένον. [803, 1546, 995, 1604]
col3-p-r: Ἐν ἀρχῇ τῶν ζητημάτων ἐκ νέου κ. Θεοτόκης καί τήν ἀρχηγίαν τῆς ἀντιπολιτεύσεως ἀναλαμβάνων ὁ κ. Ράλλης ζητεῖ τήν διάλυσιν. [803, 780, 995, 838]
column-3-right [803, 236, 995, 1725]
serial-continues: (Ἀκολουθεῖ) [186, 331, 246, 343]
col4-p11: Μεγάλας ὅμως ἀντιρρήσεις προκάλεσεν ἡ πρότασις τῆς Πύλης ὅπως οἱ τέσσαρες ὑπάλληλοι τῶν Δυνάμεων ὑπάγωνται εἰς τήν διοίκησιν τοῦ ἐπιθεωρητοῦ Χιλμῆ πασᾶ, ἐν ᾧ αἱ Δυνάμεις ἐπιμένουν ὅπως εἶναι ἀνεξάρτητοι. [1010, 1155, 1278, 1228]
col3-p-u: Εἰς τό σαλόνι τοῦ κ. Θεοτόκη καί μεταξύ τῶν κύκλων τῶν ἀντιπολιτευομένων ἐξακολουθεῖ ὁ καταρτισμός τοῦ νέου ὑπουργικοῦ καταλόγου. Ὡς πιθανοί ὑπουργοί ἀναφέρονται: [803, 1077, 995, 1165]
col4-p2: Κατά τάς πληροφορίας τοῦ Παρισινοῦ «Χρόνου» ὁ πρόεδρος τῆς Γαλλικῆς Δημοκρατίας κ. Λουμπέ ἀπήντησεν εἰς ἐρωτήσεις τινας γενομένας πρός αὐτόν εἰς ἐκλογήν πρός τήν ἑπταετίαν ὅτι δέν θά ὑποβάλῃ τήν ὑποψηφιότητά του. [1010, 292, 1278, 365]
diamartyria-p1: Οἱ σπουδασταί πασῶν τῶν τάξεων τοῦ Πολυτεχνείου διαμαρτυρόμεθα ἐντόνως πρός τό ἑλληνικόν δημόσιον ἐναντίον τῆς παντελῶς ἀναρμόστου συμπεριφορᾶς τοῦ κ. Κων. Μητσοπούλου, ὅστις εἰς τήν ἐνοχλητικήν ἡμῶν διαμαρτυρίαν τήν δημοσιευθεῖσαν σήμερον διά τῶν πρωϊνῶν ἐφημερίδων, ἥν ἀπηυθύνομεν ὁ πρός αὐτόν τό Πολυτεχνεῖον ὅπους ἡμῶν, εἰσενήχθη εἰς τὰ ἐφεύρημα ἀντιτάξη καί ἀπεδείχθη μετά ὅλων ἀπορρήματα πρός τά δίκαια καί τήν ἀξιοπρέπειαν ἡμῶν. [5, 398, 246, 549]
col4-p4: Κατά πᾶσαν πιθανότητα, λέγει ὁ γαλλικός ἀνταποκριτής, τό βραβεῖον θά ἀπονεμηθῇ εἰς τόν πρόεδρον Ρούζβελτ, τόν πολωνόν συγγραφέα Ἑρρῖκον Σιενκιέβιτς καί τόν ἰατρόν τοῦ Βερολίνου Κώχ. [1010, 449, 1278, 522]
